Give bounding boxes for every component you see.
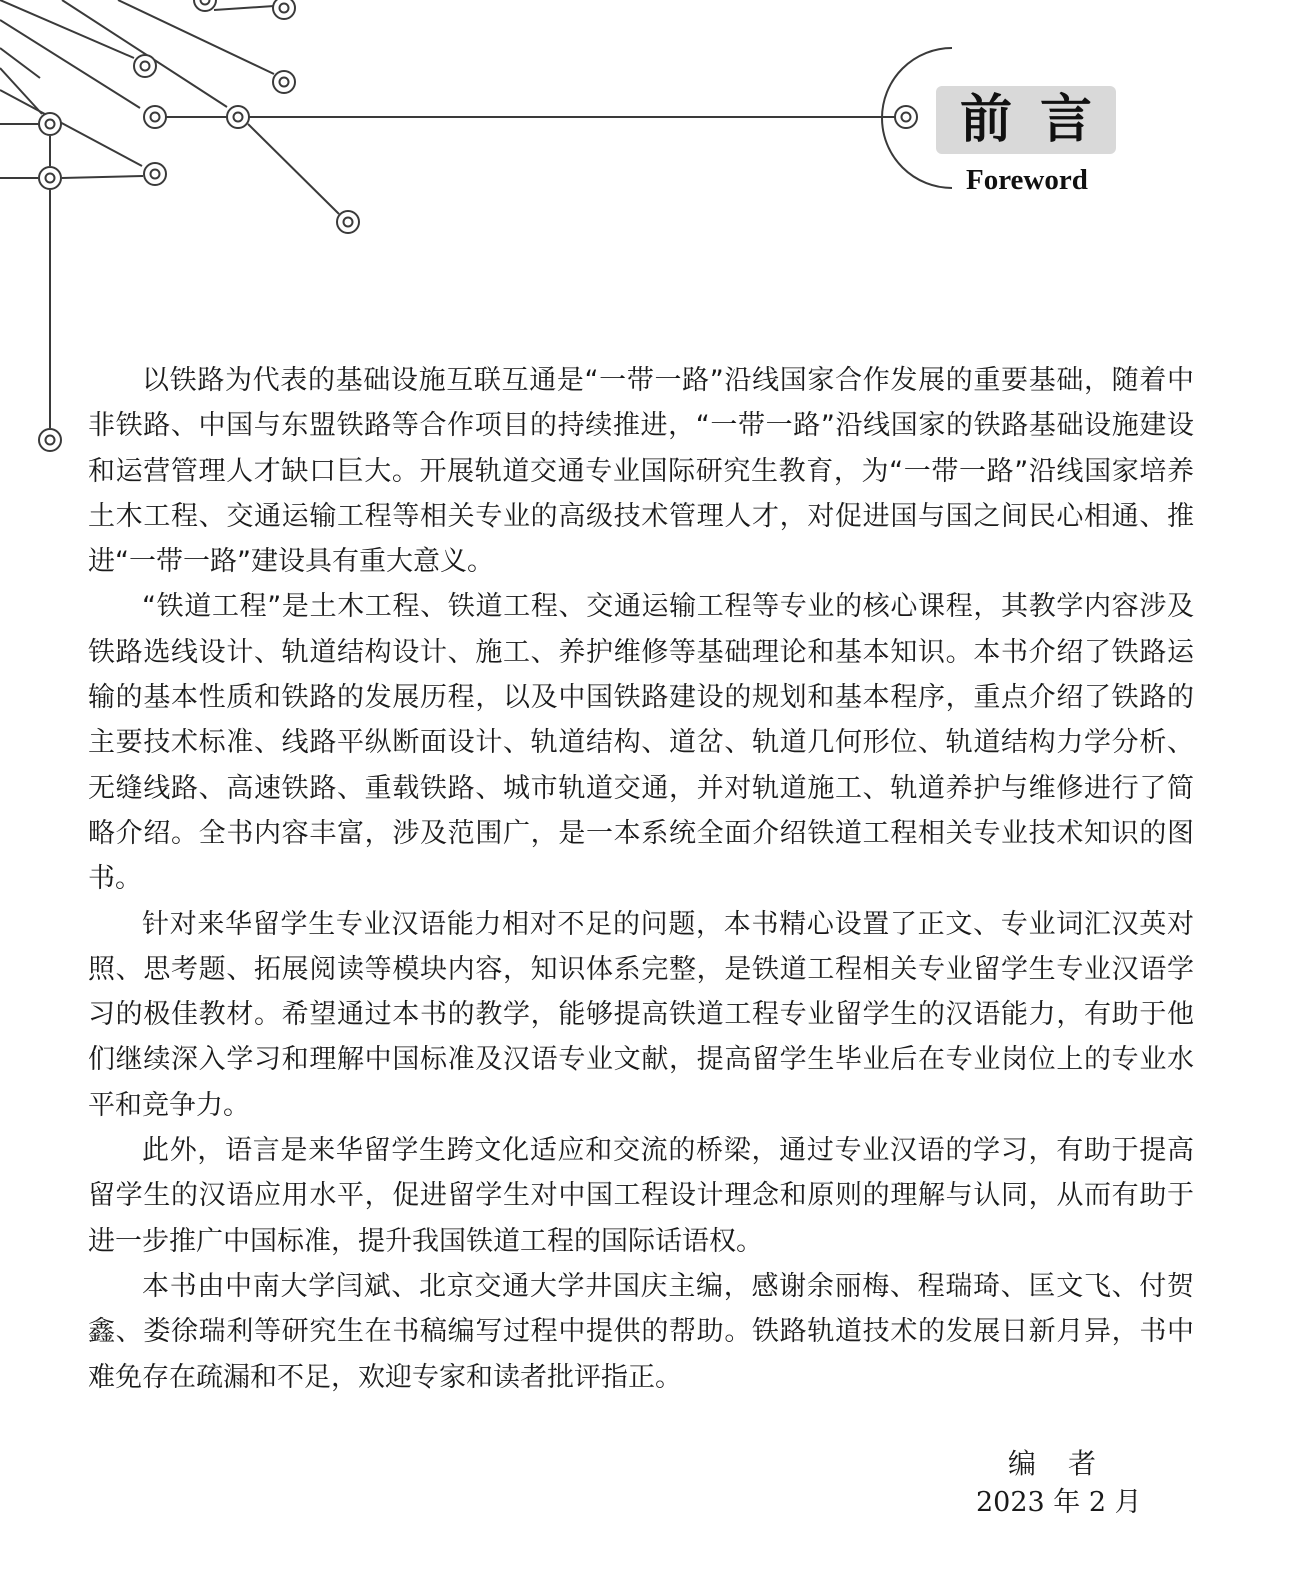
paragraph: 本书由中南大学闫斌、北京交通大学井国庆主编，感谢余丽梅、程瑞琦、匡文飞、付贺鑫、娄徐瑞利等研究生在书稿编写过程中提供的帮助。铁路轨道技术的发展日新月异，书中难免存在疏漏和不足，欢迎专家和读者批评指正。: [88, 1270, 1194, 1393]
paragraph: “铁道工程”是土木工程、铁道工程、交通运输工程等专业的核心课程，其教学内容涉及铁路选线设计、轨道结构设计、施工、养护维修等基础理论和基本知识。本书介绍了铁路运输的基本性质和铁路的发展历程，以及中国铁路建设的规划和基本程序，重点介绍了铁路的主要技术标准、线路平纵断面设计、轨道结构、道岔、轨道几何形位、轨道结构力学分析、无缝线路、高速铁路、重载铁路、城市轨道交通，并对轨道施工、轨道养护与维修进行了简略介绍。全书内容丰富，涉及范围广，是一本系统全面介绍铁道工程相关专业技术知识的图书。: [88, 591, 1194, 895]
station-node-icon: [194, 0, 216, 11]
paragraph: 针对来华留学生专业汉语能力相对不足的问题，本书精心设置了正文、专业词汇汉英对照、思考题、拓展阅读等模块内容，知识体系完整，是铁道工程相关专业留学生专业汉语学习的极佳教材。希望通过本书的教学，能够提高铁道工程专业留学生的汉语能力，有助于他们继续深入学习和理解中国标准及汉语专业文献，提高留学生毕业后在专业岗位上的专业水平和竞争力。: [88, 908, 1194, 1121]
page-title: 前言: [959, 89, 1120, 150]
title-box: [936, 86, 1120, 154]
station-node-icon: [134, 55, 156, 77]
station-node-icon: [273, 71, 295, 93]
foreword-body: [88, 358, 1194, 1400]
signature-author: 编者: [1008, 1447, 1129, 1480]
station-node-icon: [144, 163, 166, 185]
station-node-icon: [227, 106, 249, 128]
paragraph: 以铁路为代表的基础设施互联互通是“一带一路”沿线国家合作发展的重要基础，随着中非铁路、中国与东盟铁路等合作项目的持续推进，“一带一路”沿线国家的铁路基础设施建设和运营管理人才缺口巨大。开展轨道交通专业国际研究生教育，为“一带一路”沿线国家培养土木工程、交通运输工程等相关专业的高级技术管理人才，对促进国与国之间民心相通、推进“一带一路”建设具有重大意义。: [88, 365, 1194, 578]
station-node-icon: [39, 167, 61, 189]
station-node-icon: [39, 113, 61, 135]
page-subtitle-english: Foreword: [966, 164, 1088, 196]
station-node-icon: [39, 429, 61, 451]
station-node-icon: [337, 211, 359, 233]
paragraph: 此外，语言是来华留学生跨文化适应和交流的桥梁，通过专业汉语的学习，有助于提高留学生的汉语应用水平，促进留学生对中国工程设计理念和原则的理解与认同，从而有助于进一步推广中国标准，提升我国铁道工程的国际话语权。: [88, 1135, 1194, 1257]
signature-date: 2023 年 2 月: [976, 1487, 1142, 1518]
station-node-icon: [144, 106, 166, 128]
station-node-icon: [273, 0, 295, 19]
station-node-icon: [895, 106, 917, 128]
